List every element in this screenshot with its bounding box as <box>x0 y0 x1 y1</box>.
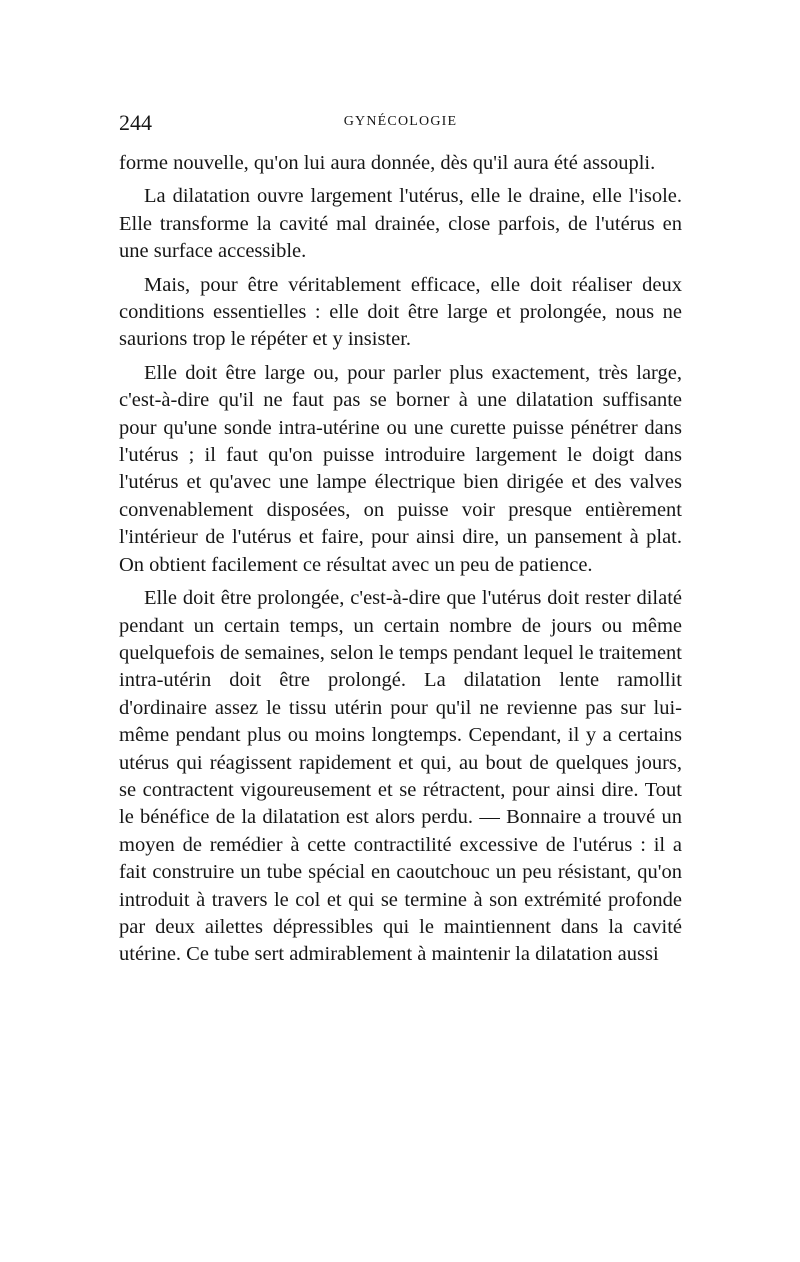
book-page <box>119 110 682 969</box>
paragraph-conditions: Mais, pour être véritablement efficace, elle doit réaliser deux conditions essentielles : elle doit être large et prolongée, nous ne saurions trop le répéter et y insister. <box>119 273 682 351</box>
paragraph-prolongee: Elle doit être prolongée, c'est-à-dire que l'utérus doit rester dilaté pendant un certain temps, un certain nombre de jours ou même quelquefois de semaines, selon le temps pendant lequel le traitement intra-utérin doit être prolongé. La dilatation lente ramollit d'ordinaire assez le tissu utérin pour qu'il ne revienne pas sur lui-même pendant plus ou moins longtemps. Cependant, il y a certains utérus qui réagissent rapidement et qui, au bout de quelques jours, se contractent vigoureusement et se rétractent, pour ainsi dire. Tout le bénéfice de la dilatation est alors perdu. — Bonnaire a trouvé un moyen de remédier à cette contractilité excessive de l'utérus : il a fait construire un tube spécial en caoutchouc un peu résistant, qu'on introduit à travers le col et qui se termine à son extrémité profonde par deux ailettes dépressibles qui le maintiennent dans la cavité utérine. Ce tube sert admirablement à maintenir la dilatation aussi <box>119 587 682 966</box>
paragraph-large: Elle doit être large ou, pour parler plus exactement, très large, c'est-à-dire qu'il ne faut pas se borner à une dilatation suffisante pour qu'une sonde intra-utérine ou une curette puisse pénétrer dans l'utérus ; il faut qu'on puisse introduire largement le doigt dans l'utérus et qu'avec une lampe électrique bien dirigée et des valves convenablement disposées, on puisse voir presque entièrement l'intérieur de l'utérus et faire, pour ainsi dire, un pansement à plat. On obtient facilement ce résultat avec un peu de patience. <box>119 361 682 576</box>
paragraph-continuation: forme nouvelle, qu'on lui aura donnée, dès qu'il aura été assoupli. <box>119 152 656 174</box>
running-title: GYNÉCOLOGIE <box>343 114 458 129</box>
page-number: 244 <box>119 110 152 135</box>
paragraph-dilatation: La dilatation ouvre largement l'utérus, elle le draine, elle l'isole. Elle transforme la cavité mal drainée, close parfois, de l'utérus en une surface accessible. <box>119 185 682 263</box>
running-header <box>119 110 682 150</box>
